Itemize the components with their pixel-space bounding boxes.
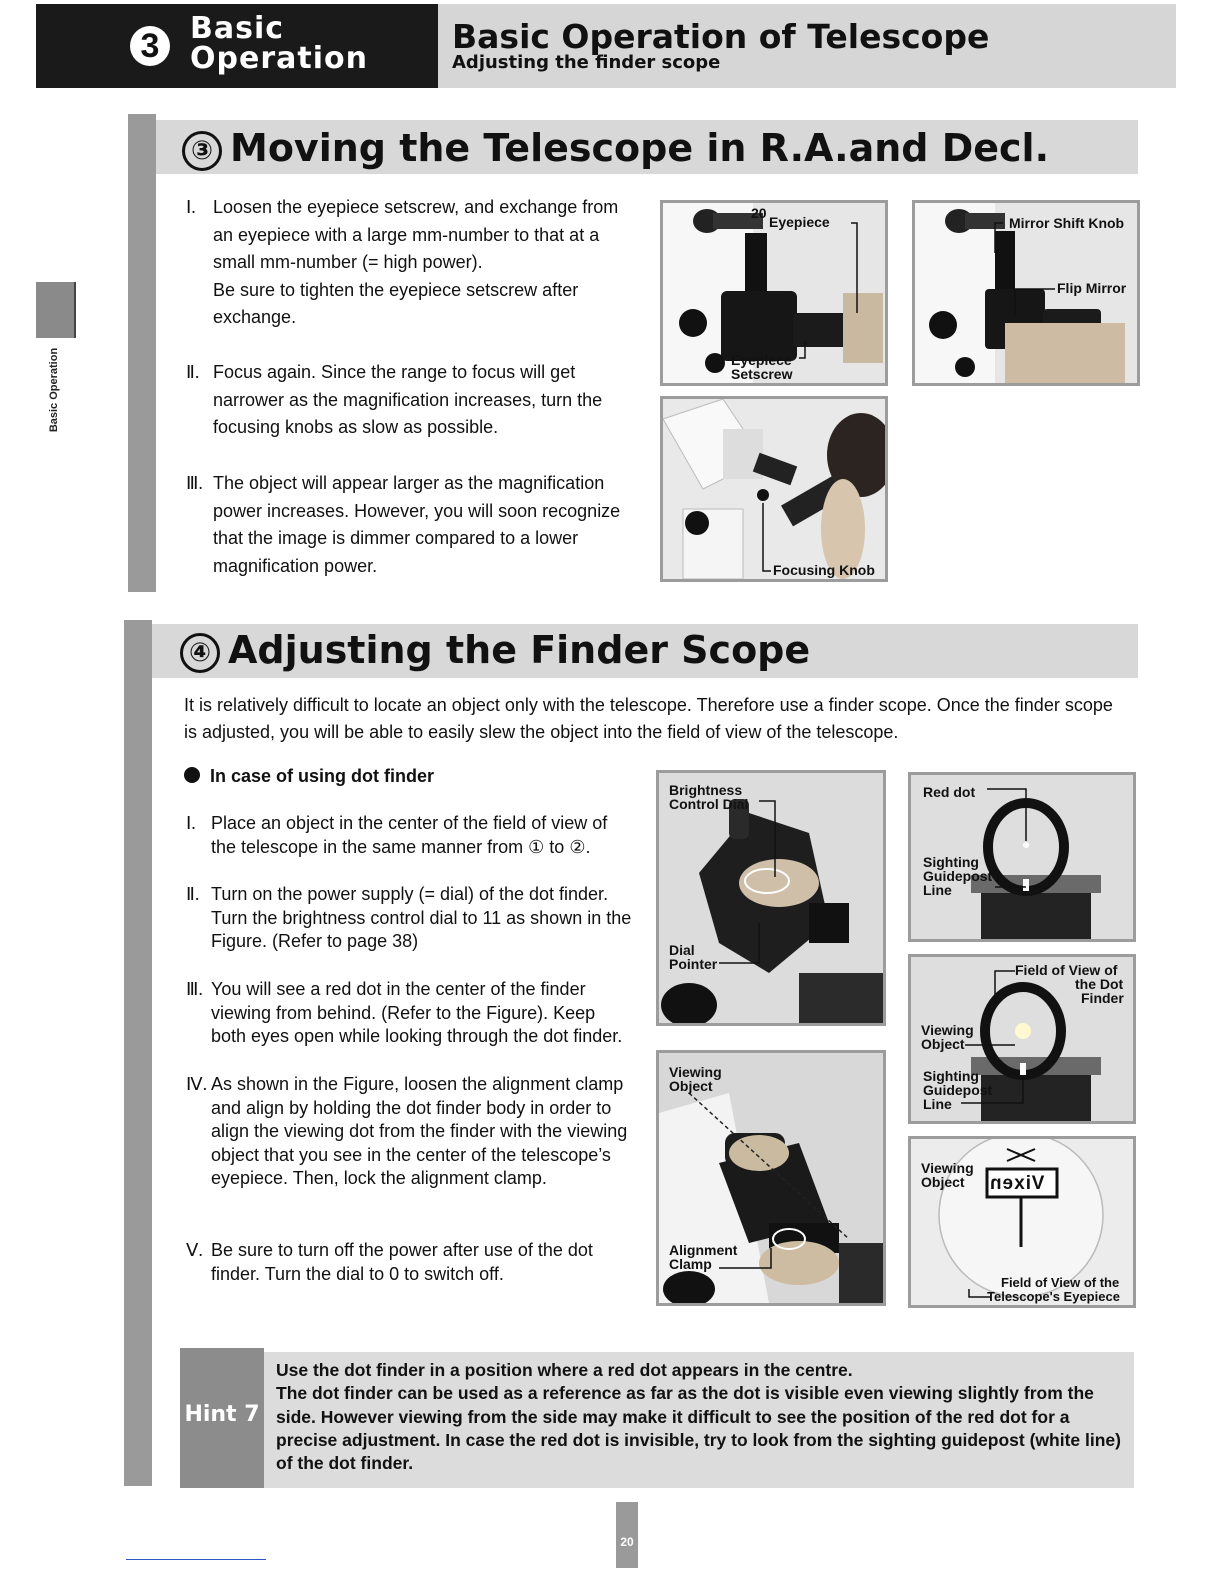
label-viewing-object-2: Object — [669, 1078, 713, 1094]
section4-title-text: Adjusting the Finder Scope — [228, 628, 811, 672]
step-number: Ⅰ. — [186, 197, 196, 217]
step-text: Focus again. Since the range to focus will get narrower as the magnification increases, turn the focusing knobs as slow as possible. — [213, 362, 603, 437]
label-brightness-2: Control Dial — [669, 796, 749, 812]
label-eyepiece-fov-2: Telescope's Eyepiece — [987, 1289, 1120, 1304]
section3-sidebar — [128, 114, 156, 592]
page-subtitle: Adjusting the finder scope — [452, 52, 721, 73]
section4-number: ④ — [180, 633, 220, 673]
label-dial-pointer-1: Dial — [669, 942, 695, 958]
step-number: Ⅲ. — [186, 473, 203, 493]
label-eyepiece-fov-1: Field of View of the — [1001, 1275, 1120, 1290]
chapter-label-line1: Basic — [190, 11, 285, 46]
label-viewing-object-2: Object — [921, 1036, 965, 1052]
section3-step-2 — [186, 359, 638, 442]
step-number: Ⅲ. — [186, 979, 203, 999]
label-viewing-object-1: Viewing — [921, 1022, 974, 1038]
section4-step-2 — [186, 883, 634, 954]
label-sighting-1: Sighting — [923, 854, 979, 870]
figure-dot-finder-fov — [908, 954, 1136, 1124]
section3-step-3 — [186, 470, 638, 580]
hint-text — [276, 1359, 1132, 1475]
step-text: As shown in the Figure, loosen the alignment clamp and align by holding the dot finder body in order to align the viewing dot from the finder with the viewing object that you see in the center of the telescope’s eyepiece. Then, lock the alignment clamp. — [211, 1074, 628, 1188]
section4-sidebar — [124, 620, 152, 1486]
label-flip-mirror: Flip Mirror — [1057, 280, 1127, 296]
step-text: Be sure to turn off the power after use of the dot finder. Turn the dial to 0 to switch off. — [211, 1240, 593, 1284]
section3-number: ③ — [182, 131, 222, 171]
label-dotfinder-fov-3: Finder — [1081, 990, 1124, 1006]
chapter-label-line2: Operation — [190, 41, 368, 76]
section4-step-4 — [186, 1073, 634, 1191]
figure-brightness-dial — [656, 770, 886, 1026]
label-eyepiece-setscrew-2: Setscrew — [731, 366, 793, 382]
section4-step-3 — [186, 978, 634, 1049]
step-text: Place an object in the center of the field of view of the telescope in the same manner from ① to ②. — [211, 813, 608, 857]
label-focusing-knob: Focusing Knob — [773, 562, 875, 578]
step-number: Ⅳ. — [186, 1074, 208, 1094]
label-sighting-2: Guidepost — [923, 868, 993, 884]
focusing-illustration — [663, 399, 885, 579]
figure-eyepiece-fov — [908, 1136, 1136, 1308]
section3-step-1 — [186, 194, 638, 332]
side-tab-divider — [74, 282, 76, 338]
bullet-heading: In case of using dot finder — [210, 766, 435, 786]
label-alignment-clamp-2: Clamp — [669, 1256, 712, 1272]
label-dotfinder-fov-2: the Dot — [1075, 976, 1124, 992]
label-mirror-shift-knob: Mirror Shift Knob — [1009, 215, 1125, 231]
label-sighting-2: Guidepost — [923, 1082, 993, 1098]
chapter-number-badge: 3 — [130, 26, 170, 66]
figure-flip-mirror — [912, 200, 1140, 386]
section3-title — [182, 126, 1049, 171]
step-number: Ⅰ. — [186, 813, 196, 833]
label-sighting-1: Sighting — [923, 1068, 979, 1084]
step-text: Turn on the power supply (= dial) of the dot finder. Turn the brightness control dial to 11 as shown in the Figure. (Refer to page 38) — [211, 884, 632, 951]
bullet-icon — [184, 767, 200, 783]
step-number: Ⅴ. — [186, 1240, 203, 1260]
step-number: Ⅱ. — [186, 362, 200, 382]
figure-eyepiece-number-mark: 20 — [751, 205, 767, 221]
step-text-note: Be sure to tighten the eyepiece setscrew after exchange. — [213, 279, 579, 327]
step-text: The object will appear larger as the magnification power increases. However, you will soon recognize that the image is dimmer compared to a lower magnification power. — [213, 473, 621, 576]
step-text: You will see a red dot in the center of the finder viewing from behind. (Refer to the Figure). Keep both eyes open while looking through the dot finder. — [211, 979, 623, 1046]
footer-rule — [126, 1559, 266, 1560]
vixen-sign: Vixen — [989, 1173, 1045, 1194]
figure-focusing — [660, 396, 888, 582]
label-viewing-object-1: Viewing — [669, 1064, 722, 1080]
label-viewing-object-1: Viewing — [921, 1160, 974, 1176]
page-title: Basic Operation of Telescope — [452, 17, 990, 56]
page-number: 20 — [620, 1535, 634, 1549]
figure-eyepiece — [660, 200, 888, 386]
section3-title-text: Moving the Telescope in R.A.and Decl. — [230, 126, 1050, 170]
label-dial-pointer-2: Pointer — [669, 956, 718, 972]
label-red-dot: Red dot — [923, 784, 976, 800]
label-eyepiece-setscrew-1: Eyepiece — [731, 352, 792, 368]
label-alignment-clamp-1: Alignment — [669, 1242, 738, 1258]
label-brightness-1: Brightness — [669, 782, 743, 798]
label-eyepiece: Eyepiece — [769, 214, 830, 230]
section4-title — [180, 628, 810, 673]
hint-line-1: Use the dot finder in a position where a red dot appears in the centre. — [276, 1360, 853, 1380]
section4-intro: It is relatively difficult to locate an object only with the telescope. Therefore use a finder scope. Once the finder scope is adjusted, you will be able to easily slew the object into the field of view of the telescope. — [184, 695, 1113, 742]
section4-step-1 — [186, 812, 634, 859]
step-text: Loosen the eyepiece setscrew, and exchange from an eyepiece with a large mm-number to that at a small mm-number (= high power). — [213, 197, 619, 272]
label-dotfinder-fov-1: Field of View of — [1015, 962, 1118, 978]
hint-line-2: The dot finder can be used as a reference as far as the dot is visible even viewing slightly from the side. However viewing from the side may make it difficult to see the position of the red dot for a precise adjustment. In case the red dot is invisible, try to look from the sighting guidepost (white line) of the dot finder. — [276, 1383, 1121, 1474]
section4-step-5 — [186, 1239, 634, 1286]
label-sighting-3: Line — [923, 1096, 952, 1112]
side-tab-marker — [36, 282, 74, 338]
figure-alignment-clamp — [656, 1050, 886, 1306]
figure-red-dot — [908, 772, 1136, 942]
hint-label: Hint 7 — [184, 1402, 260, 1427]
step-number: Ⅱ. — [186, 884, 200, 904]
label-sighting-3: Line — [923, 882, 952, 898]
side-tab-label: Basic Operation — [48, 347, 60, 433]
label-viewing-object-2: Object — [921, 1174, 965, 1190]
